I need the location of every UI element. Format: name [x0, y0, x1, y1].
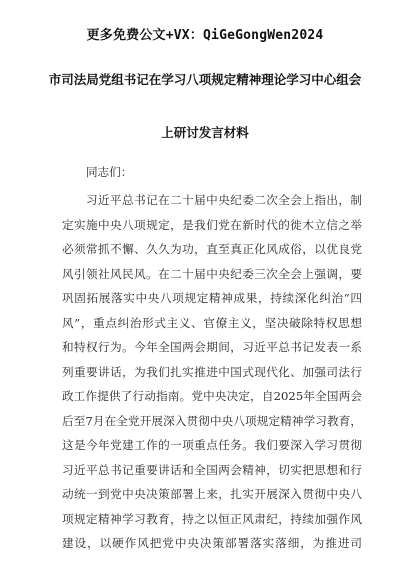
body-line: 风引领社风民风。在二十届中央纪委三次全会上强调，要 — [62, 266, 362, 281]
document-title-line-1: 市司法局党组书记在学习八项规定精神理论学习中心组会 — [48, 72, 362, 87]
body-line: 后至7月在全党开展深入贯彻中央八项规定精神学习教育， — [62, 413, 362, 428]
body-line: 这是今年党建工作的一项重点任务。我们要深入学习贯彻 — [62, 438, 362, 452]
body-line: 列重要讲话，为我们扎实推进中国式现代化、加强司法行 — [62, 364, 362, 379]
body-line: 政工作提供了行动指南。党中央决定，自2025年全国两会 — [62, 389, 362, 403]
body-line: 定实施中央八项规定，是我们党在新时代的徙木立信之举 — [62, 217, 362, 232]
body-line: 巩固拓展落实中央八项规定精神成果，持续深化纠治“四 — [62, 291, 362, 305]
body-line: 习近平总书记重要讲话和全国两会精神，切实把思想和行 — [62, 462, 362, 477]
body-line: 习近平总书记在二十届中央纪委二次全会上指出，制 — [86, 193, 362, 207]
body-line: 动统一到党中央决策部署上来，扎实开展深入贯彻中央八 — [62, 487, 362, 501]
body-line: 项规定精神学习教育，持之以恒正风肃纪，持续加强作风 — [62, 511, 362, 526]
header-note: 更多免费公文+VX：QiGeGongWen2024 — [86, 28, 324, 43]
salutation: 同志们： — [86, 165, 133, 179]
body-line: 建设，以硬作风把党中央决策部署落实落细，为推进司 — [62, 536, 362, 550]
document-title-line-2: 上研讨发言材料 — [161, 125, 249, 140]
body-line: 风”，重点纠治形式主义、官僚主义，坚决破除特权思想 — [62, 315, 362, 330]
body-line: 必须常抓不懈、久久为功，直至真正化风成俗，以优良党 — [62, 242, 362, 256]
body-line: 和特权行为。今年全国两会期间，习近平总书记发表一系 — [62, 340, 362, 354]
body-paragraph — [62, 188, 362, 556]
